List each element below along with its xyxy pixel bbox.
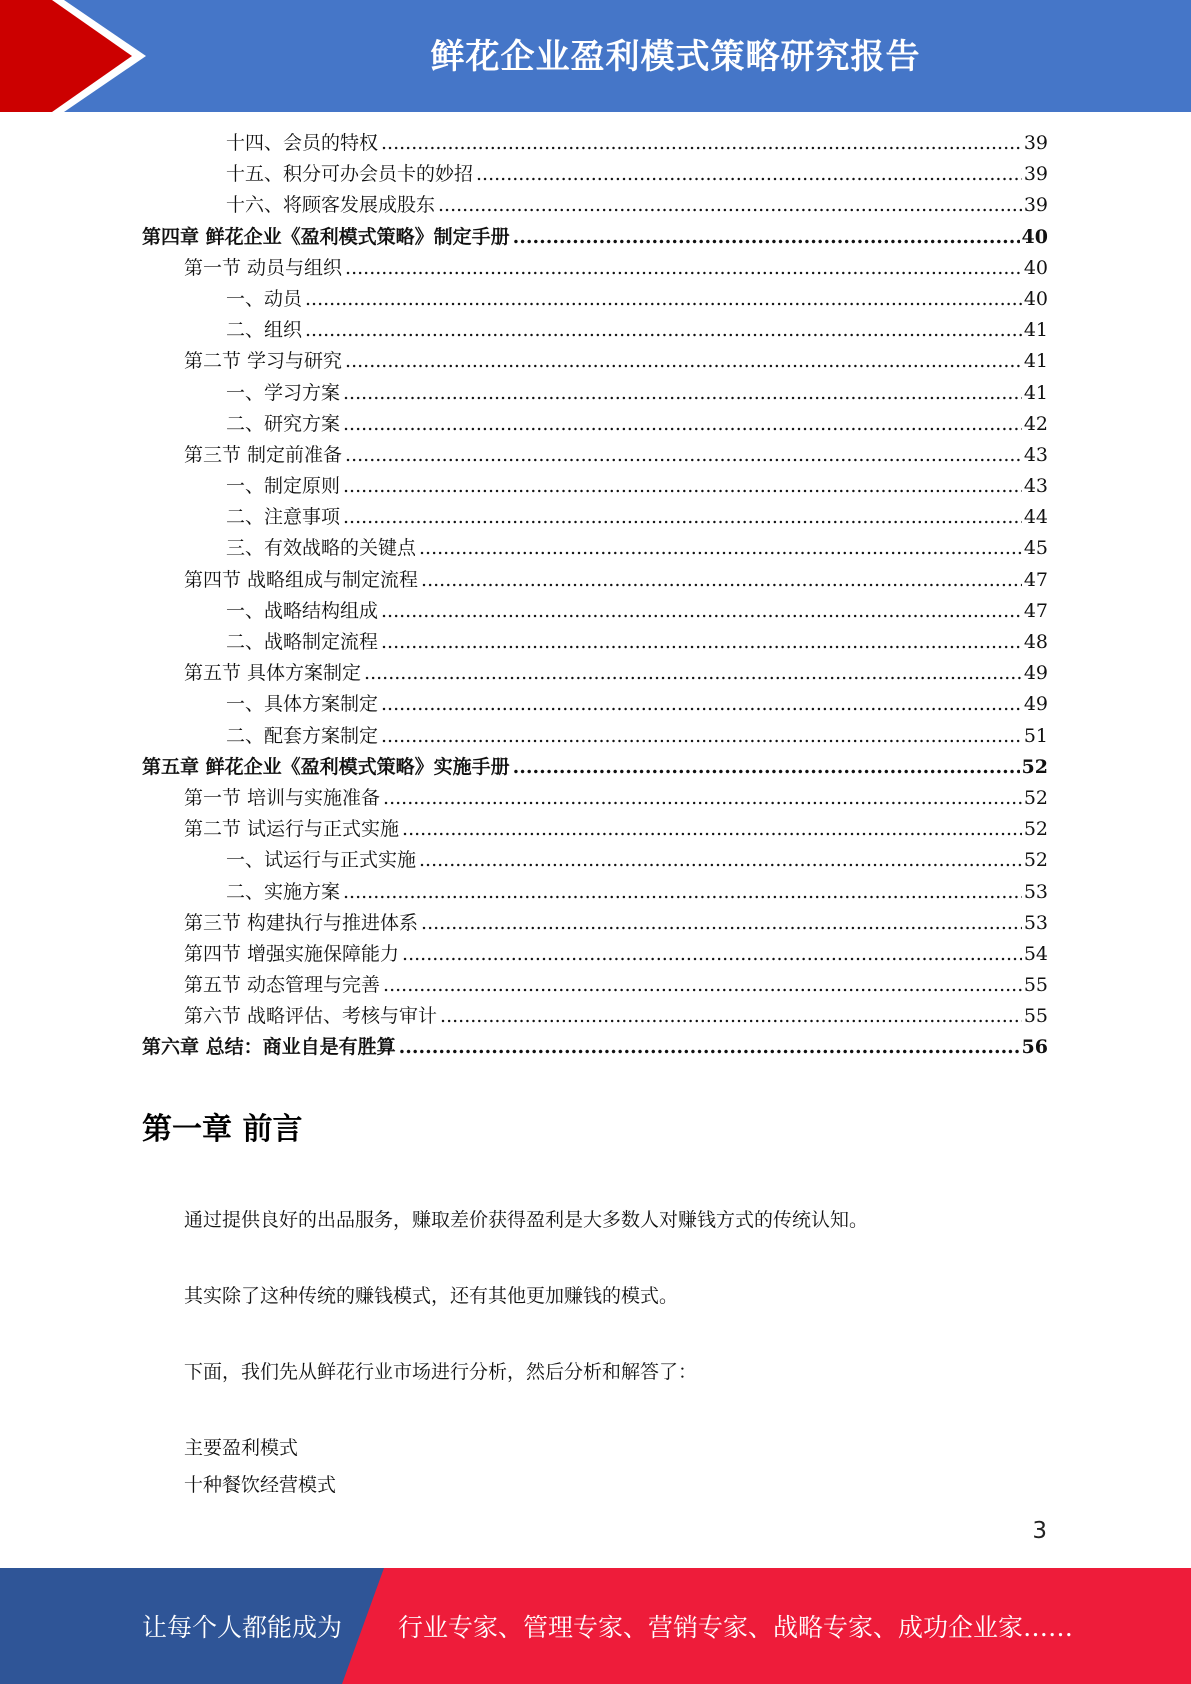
toc-dot-leader [305, 284, 1022, 315]
toc-section-entry[interactable] [142, 1001, 1048, 1032]
toc-entry-title: 十五、积分可办会员卡的妙招 [226, 163, 474, 186]
toc-page-number: 49 [1023, 693, 1048, 716]
toc-section-entry[interactable] [142, 970, 1048, 1001]
toc-page-number: 43 [1023, 475, 1048, 498]
toc-entry-title: 第五章 鲜花企业《盈利模式策略》实施手册 [142, 755, 510, 778]
toc-dot-leader [343, 877, 1022, 908]
body-paragraph: 其实除了这种传统的赚钱模式，还有其他更加赚钱的模式。 [184, 1285, 679, 1307]
toc-entry-title: 一、战略结构组成 [226, 599, 379, 622]
toc-page-number: 41 [1023, 319, 1048, 342]
toc-page-number: 48 [1023, 631, 1048, 653]
toc-entry-title: 第二节 学习与研究 [184, 350, 343, 373]
chevron-arrow-icon [0, 0, 160, 112]
toc-dot-leader [343, 409, 1022, 440]
toc-page-number: 51 [1023, 724, 1048, 747]
toc-entry-title: 第四节 战略组成与制定流程 [184, 568, 419, 591]
list-item: 十种餐饮经营模式 [184, 1474, 337, 1496]
toc-dot-leader [402, 939, 1022, 970]
toc-page-number: 53 [1023, 911, 1048, 934]
toc-page-number: 52 [1023, 849, 1048, 872]
toc-dot-leader [438, 190, 1022, 221]
toc-entry-title: 二、实施方案 [226, 880, 341, 903]
list-item: 主要盈利模式 [184, 1437, 299, 1459]
toc-dot-leader [381, 596, 1022, 627]
toc-subsection-entry[interactable] [142, 315, 1048, 346]
toc-entry-title: 二、研究方案 [226, 412, 341, 435]
toc-page-number: 41 [1023, 381, 1048, 404]
toc-page-number: 42 [1023, 412, 1048, 435]
toc-page-number: 47 [1023, 599, 1048, 622]
toc-subsection-entry[interactable] [142, 627, 1048, 658]
toc-dot-leader [421, 565, 1022, 596]
toc-dot-leader [364, 658, 1022, 689]
toc-section-entry[interactable] [142, 346, 1048, 377]
toc-dot-leader [399, 1032, 1020, 1063]
toc-dot-leader [343, 502, 1022, 533]
toc-subsection-entry[interactable] [142, 533, 1048, 564]
chapter-heading: 第一章 前言 [142, 1112, 303, 1147]
toc-page-number: 41 [1023, 350, 1048, 373]
toc-subsection-entry[interactable] [142, 596, 1048, 627]
toc-page-number: 39 [1023, 194, 1048, 217]
toc-subsection-entry[interactable] [142, 721, 1048, 752]
toc-subsection-entry[interactable] [142, 845, 1048, 876]
toc-entry-title: 第四节 增强实施保障能力 [184, 942, 400, 965]
toc-dot-leader [345, 440, 1022, 471]
toc-entry-title: 一、动员 [226, 287, 303, 310]
toc-subsection-entry[interactable] [142, 128, 1048, 159]
toc-page-number: 45 [1023, 537, 1048, 560]
toc-entry-title: 十六、将顾客发展成股东 [226, 194, 436, 217]
toc-dot-leader [419, 533, 1022, 564]
toc-entry-title: 一、具体方案制定 [226, 693, 379, 716]
toc-page-number: 55 [1023, 974, 1048, 997]
body-paragraph: 通过提供良好的出品服务，赚取差价获得盈利是大多数人对赚钱方式的传统认知。 [184, 1209, 869, 1231]
footer-slogan-left: 让每个人都能成为 [142, 1613, 343, 1642]
toc-subsection-entry[interactable] [142, 877, 1048, 908]
toc-dot-leader [513, 752, 1020, 783]
toc-subsection-entry[interactable] [142, 471, 1048, 502]
toc-page-number: 52 [1021, 755, 1048, 778]
toc-dot-leader [305, 315, 1022, 346]
toc-dot-leader [513, 222, 1020, 253]
toc-page-number: 40 [1023, 256, 1048, 279]
toc-entry-title: 第二节 试运行与正式实施 [184, 818, 400, 841]
toc-page-number: 56 [1021, 1036, 1048, 1059]
toc-subsection-entry[interactable] [142, 190, 1048, 221]
toc-subsection-entry[interactable] [142, 284, 1048, 315]
toc-chapter-entry[interactable] [142, 752, 1048, 783]
toc-dot-leader [476, 159, 1022, 190]
toc-subsection-entry[interactable] [142, 378, 1048, 409]
toc-entry-title: 第五节 具体方案制定 [184, 662, 362, 685]
toc-page-number: 52 [1023, 786, 1048, 809]
toc-entry-title: 三、有效战略的关键点 [226, 537, 417, 560]
toc-section-entry[interactable] [142, 814, 1048, 845]
toc-section-entry[interactable] [142, 939, 1048, 970]
header-banner [0, 0, 1191, 112]
toc-entry-title: 第三节 构建执行与推进体系 [184, 911, 419, 934]
toc-dot-leader [381, 689, 1022, 720]
toc-chapter-entry[interactable] [142, 1032, 1048, 1063]
toc-entry-title: 第六章 总结：商业自是有胜算 [142, 1036, 396, 1059]
toc-subsection-entry[interactable] [142, 159, 1048, 190]
toc-dot-leader [419, 845, 1022, 876]
toc-entry-title: 二、组织 [226, 319, 303, 342]
toc-entry-title: 第一节 培训与实施准备 [184, 786, 381, 809]
toc-page-number: 40 [1023, 287, 1048, 310]
toc-section-entry[interactable] [142, 565, 1048, 596]
toc-entry-title: 第三节 制定前准备 [184, 443, 343, 466]
toc-section-entry[interactable] [142, 253, 1048, 284]
toc-subsection-entry[interactable] [142, 689, 1048, 720]
toc-page-number: 54 [1023, 942, 1048, 965]
toc-page-number: 43 [1023, 443, 1048, 466]
body-paragraph: 下面，我们先从鲜花行业市场进行分析，然后分析和解答了： [184, 1361, 698, 1383]
toc-entry-title: 第六节 战略评估、考核与审计 [184, 1005, 438, 1028]
toc-dot-leader [383, 970, 1022, 1001]
toc-entry-title: 一、学习方案 [226, 381, 341, 404]
document-title: 鲜花企业盈利模式策略研究报告 [430, 36, 921, 77]
toc-page-number: 49 [1023, 662, 1048, 685]
toc-section-entry[interactable] [142, 658, 1048, 689]
footer-banner [0, 1568, 1191, 1684]
toc-dot-leader [402, 814, 1022, 845]
toc-section-entry[interactable] [142, 908, 1048, 939]
toc-dot-leader [381, 128, 1022, 159]
page-number: 3 [1032, 1518, 1047, 1544]
toc-subsection-entry[interactable] [142, 409, 1048, 440]
table-of-contents [142, 128, 1048, 1064]
toc-dot-leader [345, 346, 1022, 377]
toc-dot-leader [381, 721, 1022, 752]
toc-entry-title: 十四、会员的特权 [226, 132, 379, 154]
toc-entry-title: 第四章 鲜花企业《盈利模式策略》制定手册 [142, 225, 510, 248]
toc-page-number: 39 [1023, 163, 1048, 186]
toc-section-entry[interactable] [142, 440, 1048, 471]
toc-dot-leader [440, 1001, 1022, 1032]
toc-page-number: 55 [1023, 1005, 1048, 1028]
toc-entry-title: 二、战略制定流程 [226, 631, 379, 653]
toc-entry-title: 第五节 动态管理与完善 [184, 974, 381, 997]
toc-page-number: 47 [1023, 568, 1048, 591]
toc-section-entry[interactable] [142, 783, 1048, 814]
toc-subsection-entry[interactable] [142, 502, 1048, 533]
toc-dot-leader [345, 253, 1022, 284]
toc-entry-title: 第一节 动员与组织 [184, 256, 343, 279]
toc-entry-title: 一、制定原则 [226, 475, 341, 498]
toc-dot-leader [381, 627, 1022, 658]
toc-page-number: 39 [1023, 132, 1048, 154]
toc-entry-title: 一、试运行与正式实施 [226, 849, 417, 872]
toc-page-number: 44 [1023, 506, 1048, 529]
toc-page-number: 40 [1021, 225, 1048, 248]
toc-page-number: 53 [1023, 880, 1048, 903]
toc-dot-leader [383, 783, 1022, 814]
toc-dot-leader [343, 471, 1022, 502]
toc-dot-leader [343, 378, 1022, 409]
toc-entry-title: 二、配套方案制定 [226, 724, 379, 747]
toc-chapter-entry[interactable] [142, 222, 1048, 253]
toc-dot-leader [421, 908, 1022, 939]
toc-entry-title: 二、注意事项 [226, 506, 341, 529]
toc-page-number: 52 [1023, 818, 1048, 841]
footer-slogan-right: 行业专家、管理专家、营销专家、战略专家、成功企业家…… [398, 1613, 1074, 1642]
